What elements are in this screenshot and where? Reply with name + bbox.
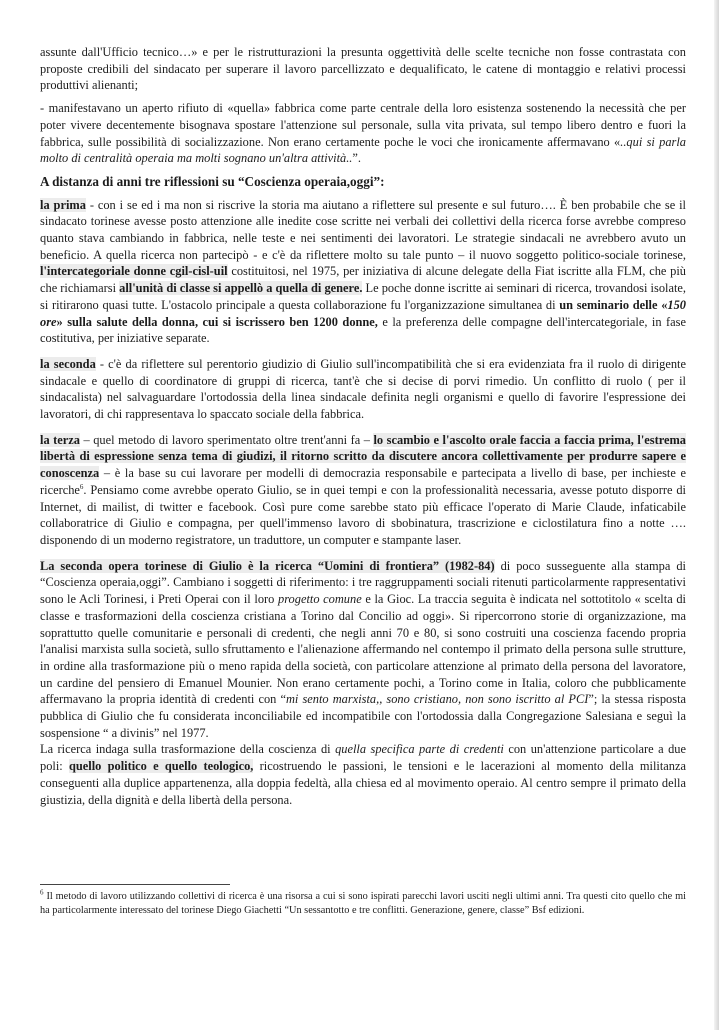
first-bold-italic-150: 150 ore: [40, 297, 686, 329]
paragraph-uomini-di-frontiera: [40, 558, 686, 742]
second-label: la seconda: [40, 356, 96, 371]
third-text-a: – quel metodo di lavoro sperimentato oltre trent'anni fa –: [79, 432, 374, 447]
third-bold-method: lo scambio e l'ascolto orale faccia a faccia prima, l'estrema libertà di espressione senza tema di giudizi, il ritorno scritto da discutere ancora collettivamente per produrre sapere e conoscenza: [40, 432, 687, 481]
indaga-text-b: con un'attenzione particolare a due poli:: [40, 742, 686, 774]
uomini-text-c: ”; la stessa risposta pubblica di Giulio che fu considerata inconciliabile ed incompatibile con l'ortodossia dalla Congregazione Salesiana e seguì la sospensione “ a divinis” nel 1977.: [40, 692, 687, 740]
uomini-italic-progetto: progetto comune: [278, 592, 362, 607]
third-label: la terza: [40, 432, 80, 447]
quote-close: ”.: [352, 151, 362, 166]
first-text-c: Le poche donne iscritte ai seminari di ricerca, trovandosi isolate, si ritirarono quasi tutte. L'ostacolo principale a questa collaborazione fu l'organizzazione simultanea di: [40, 281, 686, 312]
indaga-italic: quella specifica parte di credenti: [335, 742, 504, 757]
third-text-b: – è la base su cui lavorare per modelli di democrazia responsabile e partecipata a livello di base, per inchieste e ricerche: [40, 466, 686, 497]
footnote-divider: [40, 884, 230, 885]
list-item-text: - manifestavano un aperto rifiuto di «quella» fabbrica come parte centrale della loro esistenza sostenendo la necessità che per poter vivere decentemente bisognava spostare l'attenzione sul personale, sulla vita privata, sul tempo libero dentro e fuori la fabbrica, sulle possibilità di socializzazione. Non erano certamente poche le voci che ironicamente affermavano «: [40, 101, 686, 149]
first-bold-iscrissero: » sulla salute della donna, cui si iscrissero ben 1200 donne,: [56, 314, 378, 329]
second-text: - c'è da riflettere sul perentorio giudizio di Giulio sull'incompatibilità che si era evidenziata fra il ruolo di dirigente sindacale e quello di coordinatore di gruppi di ricerca, tant'è che si decise di porvi rimedio. Un conflitto di ruolo ( per il sindacalista) nel salvaguardare l'ortodossia della linea sindacale definita negli organismi e quello di favorire l'espressione dei lavoratori, di chi rappresentava lo spaccato sociale della fabbrica.: [40, 356, 686, 422]
paragraph-intro: assunte dall'Ufficio tecnico…» e per le ristrutturazioni la presunta oggettività delle scelte tecniche non fosse contrastata con proposte credibili del sindacato per superare il lavoro parcellizzato e dequalificato, le catene di montaggio e relativi processi produttivi alienanti;: [40, 45, 686, 93]
first-text-d: e la preferenza delle compagne dell'intercategoriale, in fase costitutiva, per iniziative separate.: [40, 314, 686, 346]
quote-italic: ..qui si parla molto di centralità operaia ma molti sognano un'altra attività..: [40, 134, 686, 166]
indaga-text-a: La ricerca indaga sulla trasformazione della coscienza di: [40, 742, 336, 757]
footnote-text: Il metodo di lavoro utilizzando collettivi di ricerca è una risorsa a cui si sono ispirati parecchi lavori usciti negli ultimi anni. Tra questi cito quello che mi ha particolarmente interessato del torinese Diego Giachetti “Un sessantotto e tre conflitti. Generazione, genere, classe” Bsf edizioni.: [40, 891, 686, 916]
third-text-c: . Pensiamo come avrebbe operato Giulio, se in quei tempi e con la professionalità necessaria, avesse potuto disporre di Internet, di mailist, di twitter e facebook. Così pure come sarebbe stato più efficace l'operato di Marie Claude, infaticabile collaboratrice di Giulio e compagna, per quell'immenso lavoro di sbobinatura, trascrizione e ciclostilatura fino a notte …. disponendo di un moderno registratore, un traduttore, un computer e stampante laser.: [40, 482, 686, 547]
footnote-number: 6: [40, 888, 44, 897]
indaga-text-c: ricostruendo le passioni, le tensioni e le lacerazioni al momento della militanza conseguenti alla duplice appartenenza, alla doppia fedeltà, alla chiesa ed al movimento operaio. Al centro sempre il primato della giustizia, della dignità e della libertà della persona.: [40, 759, 686, 807]
paragraph-first-reflection: [40, 197, 686, 347]
footnote-ref: 6: [79, 482, 84, 491]
uomini-text-b: e la Gioc. La traccia seguita è indicata nel sottotitolo « scelta di classe e trasformazioni della coscienza cristiana a Torino dal Concilio ad oggi». Si ripercorrono storie di organizzazione, ma soprattutto quelle comunitarie e personali di credenti, che negli anni 70 e 80, si sono costruiti una coscienza facendo propria l'analisi marxista sulla società, sullo sfruttamento e l'alienazione affermando nel contempo il primato della persona sulle strutture, in ordine alla trasformazione più o meno rapida della società, con particolare attenzione al primato della persona del lavoratore, un cardine del pensiero di Emanuel Mounier. Non erano certamente pochi, a Torino come in Italia, coloro che pubblicamente affermavano la propria identità di credenti con “: [40, 592, 686, 707]
indaga-bold-poli: quello politico e quello teologico,: [68, 759, 254, 774]
first-text-a: - con i se ed i ma non si riscrive la storia ma aiutano a riflettere sul presente e sul futuro…. È ben probabile che se il sindacato torinese avesse posto attenzione alle inedite cose scritte nei verbali dei collettivi della ricerca forse avrebbe compreso quanto stava cambiando in fabbrica, nelle teste e nei sentimenti dei lavoratori. Le strategie sindacali ne avrebbero avuto un beneficio. A quella ricerca non partecipò - e c'è da riflettere molto su tale punto – il nuovo soggetto politico-sociale torinese,: [40, 197, 686, 262]
first-label: la prima: [40, 197, 86, 212]
paragraph-third-reflection: [40, 432, 686, 549]
first-bold-intercategoriale: l'intercategoriale donne cgil-cisl-uil: [40, 264, 228, 279]
footnote: [40, 890, 686, 918]
scan-edge-shadow: [714, 0, 719, 1030]
document-page: [40, 44, 686, 808]
uomini-bold-title: La seconda opera torinese di Giulio è la ricerca “Uomini di frontiera” (1982-84): [40, 558, 495, 573]
paragraph-second-reflection: [40, 356, 686, 423]
first-bold-seminario: un seminario delle «: [559, 297, 668, 312]
paragraph-ricerca-indaga: [40, 741, 686, 808]
first-bold-genere: all'unità di classe si appellò a quella di genere.: [119, 281, 363, 296]
section-heading: A distanza di anni tre riflessioni su “Coscienza operaia,oggi”:: [40, 173, 385, 189]
paragraph-list-item: [40, 100, 686, 167]
uomini-text-a: di poco susseguente alla stampa di “Coscienza operaia,oggi”. Cambiano i soggetti di riferimento: i tre raggruppamenti sociali ritenuti particolarmente rappresentativi sono le Acli Torinesi, i Preti Operai con il loro: [40, 558, 686, 607]
first-text-b: costituitosi, nel 1975, per iniziativa di alcune delegate della Fiat iscritte alla FLM, che più che richiamarsi: [40, 264, 686, 296]
uomini-italic-quote: mi sento marxista,, sono cristiano, non sono iscritto al PCI: [285, 692, 589, 707]
